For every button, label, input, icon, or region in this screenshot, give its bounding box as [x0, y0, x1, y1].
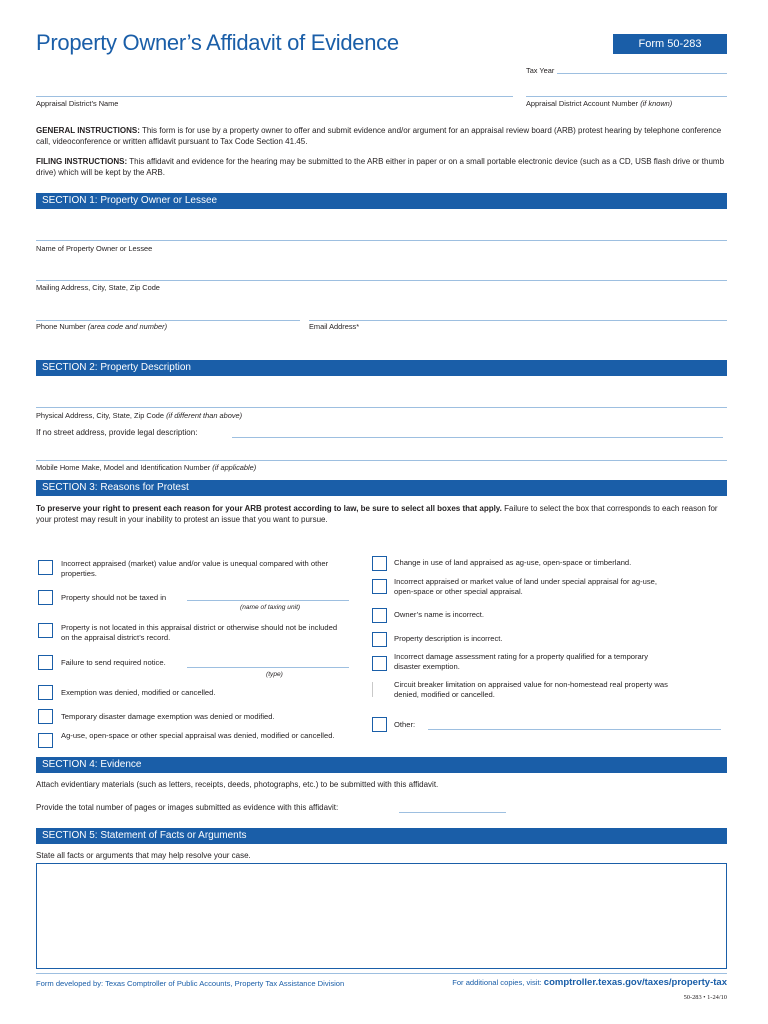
appraisal-district-field[interactable] [36, 96, 513, 97]
footer-developed-by: Form developed by: Texas Comptroller of Public Accounts, Property Tax Assistance Division [36, 979, 345, 988]
taxing-unit-field[interactable] [187, 600, 349, 601]
filing-instructions: FILING INSTRUCTIONS: This affidavit and evidence for the hearing may be submitted to the ARB either in paper or on a small portable electronic device (such as a CD, USB flash drive or thumb drive) which will be kept by the ARB. [36, 157, 725, 177]
checkbox-property-description[interactable] [372, 632, 387, 647]
checkbox-exemption-denied[interactable] [38, 685, 53, 700]
legal-description-field[interactable] [232, 437, 723, 438]
reason-owner-name: Owner’s name is incorrect. [394, 610, 485, 619]
reason-failure-notice: Failure to send required notice. [61, 658, 166, 667]
checkbox-ag-use-denied[interactable] [38, 733, 53, 748]
mailing-address-field[interactable] [36, 280, 727, 281]
physical-address-field[interactable] [36, 407, 727, 408]
checkbox-land-special-appraisal[interactable] [372, 579, 387, 594]
circuit-breaker-divider [372, 682, 373, 697]
owner-name-field[interactable] [36, 240, 727, 241]
reason-other: Other: [394, 720, 416, 729]
checkbox-failure-notice[interactable] [38, 655, 53, 670]
email-label: Email Address* [309, 322, 360, 331]
checkbox-damage-assessment[interactable] [372, 656, 387, 671]
page-title: Property Owner’s Affidavit of Evidence [36, 30, 399, 55]
protest-intro: To preserve your right to present each reason for your ARB protest according to law, be sure to select all boxes that apply. Failure to select the box that corresponds to each reason for your protest may result in your inability to protest an issue that you want to pursue. [36, 504, 718, 524]
mobile-home-label: Mobile Home Make, Model and Identification Number (if applicable) [36, 463, 257, 472]
checkbox-disaster-exemption[interactable] [38, 709, 53, 724]
account-number-label: Appraisal District Account Number (if known) [526, 99, 673, 108]
section-3-header: SECTION 3: Reasons for Protest [36, 480, 727, 496]
reason-ag-use-denied: Ag-use, open-space or other special appraisal was denied, modified or cancelled. [61, 731, 335, 740]
tax-year-label: Tax Year [526, 66, 555, 75]
tax-year-field[interactable] [557, 73, 727, 74]
statement-textarea[interactable] [36, 863, 727, 969]
reason-disaster-exemption: Temporary disaster damage exemption was denied or modified. [61, 712, 275, 721]
section-4-header: SECTION 4: Evidence [36, 757, 727, 773]
form-number-badge: Form 50-283 [613, 34, 727, 54]
section-2-header: SECTION 2: Property Description [36, 360, 727, 376]
evidence-attach-text: Attach evidentiary materials (such as letters, receipts, deeds, photographs, etc.) to be submitted with this affidavit. [36, 780, 439, 789]
reason-unequal-value: Incorrect appraised (market) value and/or value is unequal compared with other properties. [61, 559, 329, 578]
footer-form-code: 50-283 • 1-24/10 [683, 994, 727, 1001]
footer-copies: For additional copies, visit: comptroller.texas.gov/taxes/property-tax [452, 977, 727, 988]
legal-description-label: If no street address, provide legal description: [36, 428, 198, 437]
reason-circuit-breaker: Circuit breaker limitation on appraised value for non-homestead real property was denied, modified or cancelled. [394, 680, 668, 699]
other-reason-field[interactable] [428, 729, 721, 730]
checkbox-not-taxed[interactable] [38, 590, 53, 605]
reason-land-special-appraisal: Incorrect appraised or market value of land under special appraisal for ag-use, open-space or other special appraisal. [394, 577, 657, 596]
taxing-unit-caption: (name of taxing unit) [240, 604, 301, 611]
evidence-pages-text: Provide the total number of pages or images submitted as evidence with this affidavit: [36, 803, 339, 812]
checkbox-not-in-district[interactable] [38, 623, 53, 638]
mailing-address-label: Mailing Address, City, State, Zip Code [36, 283, 160, 292]
general-instructions: GENERAL INSTRUCTIONS: This form is for use by a property owner to offer and submit evidence and/or argument for an appraisal review board (ARB) protest hearing by telephone conference call, videoconference or written affidavit pursuant to Tax Code Section 41.45. [36, 126, 722, 146]
checkbox-unequal-value[interactable] [38, 560, 53, 575]
account-number-field[interactable] [526, 96, 727, 97]
reason-not-in-district: Property is not located in this appraisal district or otherwise should not be included on the appraisal district’s record. [61, 623, 338, 642]
checkbox-other[interactable] [372, 717, 387, 732]
section-1-header: SECTION 1: Property Owner or Lessee [36, 193, 727, 209]
email-field[interactable] [309, 320, 727, 321]
checkbox-land-use-change[interactable] [372, 556, 387, 571]
phone-field[interactable] [36, 320, 300, 321]
mobile-home-field[interactable] [36, 460, 727, 461]
notice-type-caption: (type) [266, 671, 283, 678]
reason-exemption-denied: Exemption was denied, modified or cancelled. [61, 688, 216, 697]
reason-property-description: Property description is incorrect. [394, 634, 503, 643]
physical-address-label: Physical Address, City, State, Zip Code (if different than above) [36, 411, 243, 420]
appraisal-district-label: Appraisal District’s Name [36, 99, 119, 108]
reason-land-use-change: Change in use of land appraised as ag-use, open-space or timberland. [394, 558, 632, 567]
checkbox-owner-name[interactable] [372, 608, 387, 623]
phone-label: Phone Number (area code and number) [36, 322, 168, 331]
footer-rule [36, 973, 727, 974]
owner-name-label: Name of Property Owner or Lessee [36, 244, 153, 253]
reason-not-taxed: Property should not be taxed in [61, 593, 167, 602]
comptroller-link[interactable]: comptroller.texas.gov/taxes/property-tax [543, 977, 727, 988]
reason-damage-assessment: Incorrect damage assessment rating for a property qualified for a temporary disaster exemption. [394, 652, 649, 671]
section-5-header: SECTION 5: Statement of Facts or Arguments [36, 828, 727, 844]
evidence-pages-field[interactable] [399, 812, 506, 813]
notice-type-field[interactable] [187, 667, 349, 668]
statement-instruction: State all facts or arguments that may help resolve your case. [36, 851, 251, 860]
